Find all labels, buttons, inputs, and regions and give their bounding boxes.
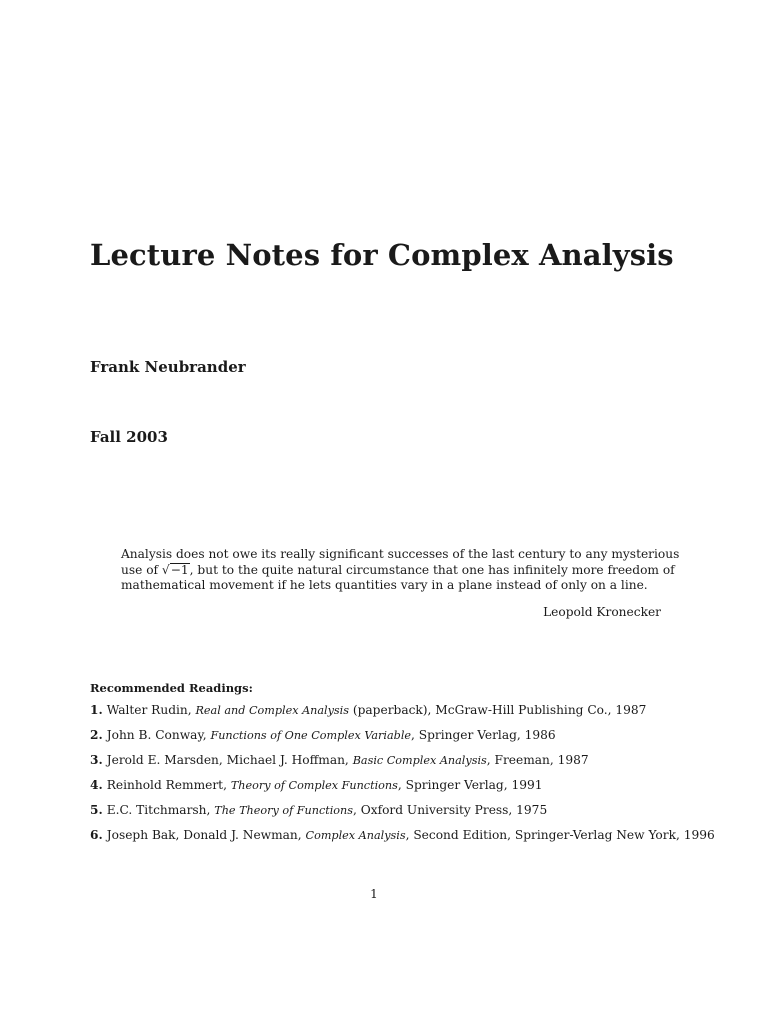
reading-details: , Oxford University Press, 1975	[352, 803, 548, 817]
semester-date: Fall 2003	[90, 428, 168, 446]
epigraph-attribution: Leopold Kronecker	[543, 604, 661, 619]
document-title: Lecture Notes for Complex Analysis	[90, 238, 674, 272]
reading-details: (paperback), McGraw-Hill Publishing Co., 1987	[348, 703, 647, 717]
reading-authors: Jerold E. Marsden, Michael J. Hoffman,	[106, 753, 353, 767]
reading-authors: Joseph Bak, Donald J. Newman,	[106, 828, 306, 842]
reading-number: 2.	[90, 728, 103, 742]
reading-authors: E.C. Titchmarsh,	[106, 803, 215, 817]
reading-number: 3.	[90, 753, 103, 767]
radical-sign-icon: √	[161, 562, 170, 577]
reading-details: , Springer Verlag, 1991	[397, 778, 543, 792]
reading-title: Theory of Complex Functions	[230, 779, 398, 792]
reading-item	[90, 728, 690, 743]
reading-title: Real and Complex Analysis	[195, 704, 349, 717]
epigraph-line-2-end: , but to the quite natural circumstance that one has infinitely more freedom of	[189, 562, 675, 577]
reading-title: Functions of One Complex Variable	[210, 729, 412, 742]
reading-title: The Theory of Functions	[214, 804, 353, 817]
readings-heading: Recommended Readings:	[90, 681, 253, 695]
epigraph-line-3: mathematical movement if he lets quantities vary in a plane instead of only on a line.	[121, 578, 648, 592]
reading-item	[90, 803, 690, 818]
page-number: 1	[370, 887, 378, 901]
square-root-expression	[162, 563, 190, 579]
recommended-readings	[90, 681, 715, 853]
reading-number: 6.	[90, 828, 103, 842]
epigraph-line-2-start: use of	[121, 562, 162, 577]
reading-number: 5.	[90, 803, 103, 817]
author-name: Frank Neubrander	[90, 358, 246, 376]
radicand: −1	[170, 562, 189, 577]
readings-list	[90, 703, 715, 843]
reading-number: 4.	[90, 778, 103, 792]
reading-authors: Walter Rudin,	[106, 703, 196, 717]
reading-item	[90, 778, 690, 793]
reading-title: Complex Analysis	[305, 829, 406, 842]
epigraph-line-1: Analysis does not owe its really significant successes of the last century to any mysterious	[121, 547, 680, 561]
reading-authors: Reinhold Remmert,	[106, 778, 231, 792]
reading-details: , Springer Verlag, 1986	[411, 728, 556, 742]
epigraph-text	[121, 547, 680, 594]
reading-details: , Freeman, 1987	[486, 753, 589, 767]
reading-title: Basic Complex Analysis	[352, 754, 487, 767]
reading-item	[90, 753, 690, 768]
reading-number: 1.	[90, 703, 103, 717]
reading-details: , Second Edition, Springer-Verlag New York, 1996	[405, 828, 715, 842]
epigraph	[121, 547, 680, 620]
epigraph-line-2	[121, 562, 675, 579]
reading-item	[90, 703, 690, 718]
reading-authors: John B. Conway,	[106, 728, 211, 742]
reading-item	[90, 828, 715, 843]
